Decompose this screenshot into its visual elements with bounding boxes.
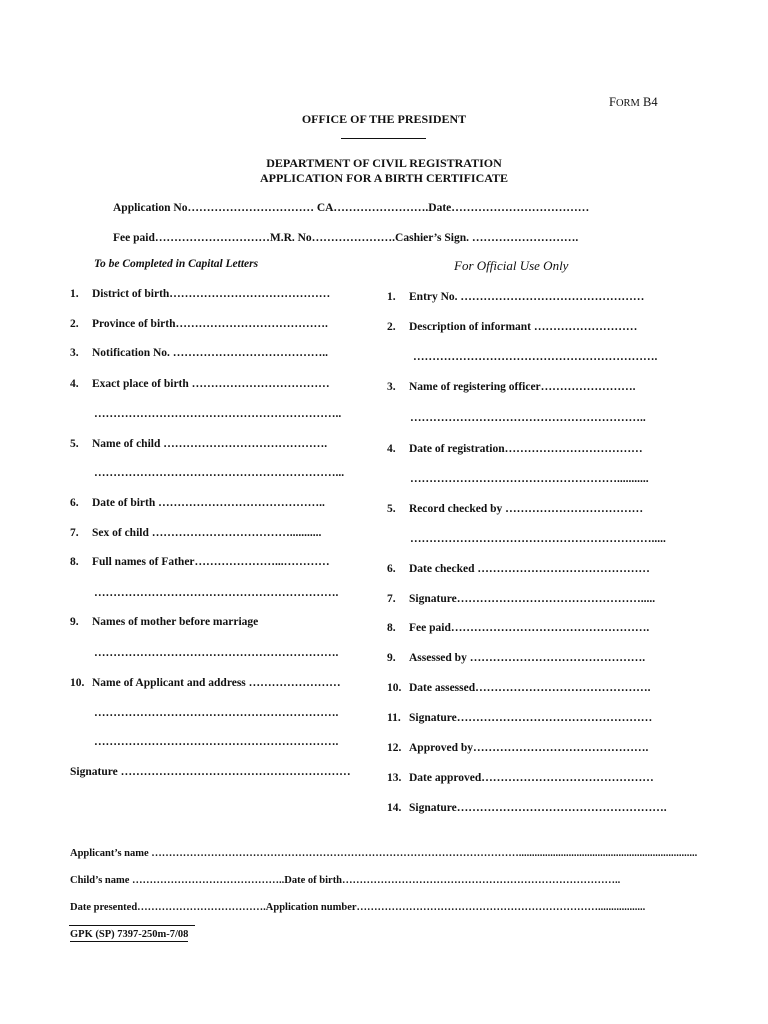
informant-description-continuation[interactable]: ………………………………………………………. (413, 351, 658, 363)
applicant-name-line[interactable]: Applicant’s name …………………………………………………………………………………………….................................................................... (70, 848, 698, 859)
department-heading: DEPARTMENT OF CIVIL REGISTRATION (266, 156, 502, 170)
assessed-by-field[interactable]: 9. Assessed by ………………………………………. (387, 652, 646, 664)
capital-letters-note: To be Completed in Capital Letters (94, 258, 259, 270)
place-of-birth-field[interactable]: 4. Exact place of birth ……………………………… (70, 378, 330, 390)
assessed-signature-field[interactable]: 11. Signature…………………………………………… (387, 712, 653, 724)
date-of-registration-continuation[interactable]: ………………………………………………........... (410, 473, 649, 485)
form-code (609, 95, 658, 110)
form-title: APPLICATION FOR A BIRTH CERTIFICATE (259, 171, 509, 185)
record-checked-by-field[interactable]: 5. Record checked by ……………………………… (387, 503, 644, 515)
father-names-continuation[interactable]: ………………………………………………………. (94, 587, 339, 599)
fee-paid-field[interactable]: 8. Fee paid……………………………………………. (387, 622, 650, 634)
name-of-child-continuation[interactable]: ………………………………………………………... (94, 467, 345, 479)
father-names-field[interactable]: 8. Full names of Father…………………...………… (70, 556, 330, 568)
sex-of-child-field[interactable]: 7. Sex of child ………………………………........... (70, 527, 322, 539)
form-code-number: B4 (639, 95, 658, 109)
child-name-line[interactable]: Child’s name ……………………………………..Date of birth…………………………………………………………………….. (70, 875, 621, 886)
district-of-birth-field[interactable]: 1. District of birth…………………………………… (70, 288, 331, 300)
place-of-birth-continuation[interactable]: ……………………………………………………….. (94, 408, 342, 420)
informant-description-field[interactable]: 2. Description of informant ……………………… (387, 321, 638, 333)
printer-code: GPK (SP) 7397-250m-7/08 (70, 929, 189, 940)
applicant-signature-field[interactable]: Signature …………………………………………………… (70, 766, 351, 778)
record-checked-by-continuation[interactable]: ………………………………………………………..... (410, 533, 666, 545)
date-of-birth-field[interactable]: 6. Date of birth …………………………………….. (70, 497, 325, 509)
checked-signature-field[interactable]: 7. Signature…………………………………………..... (387, 593, 656, 605)
applicant-address-continuation-1[interactable]: ………………………………………………………. (94, 707, 339, 719)
registering-officer-continuation[interactable]: …………………………………………………….. (410, 412, 646, 424)
name-of-child-field[interactable]: 5. Name of child ……………………………………. (70, 438, 328, 450)
registering-officer-field[interactable]: 3. Name of registering officer……………………. (387, 381, 636, 393)
fee-paid-line[interactable]: Fee paid…………………………M.R. No………………….Cashier’s Sign. ………………………. (113, 232, 579, 244)
date-of-registration-field[interactable]: 4. Date of registration……………………………… (387, 443, 643, 455)
official-use-note: For Official Use Only (454, 258, 569, 273)
approved-by-field[interactable]: 12. Approved by………………………………………. (387, 742, 649, 754)
application-no-line[interactable]: Application No…………………………… CA…………………….Date……………………………… (113, 202, 590, 214)
form-code-smallcaps: ORM (615, 98, 640, 109)
applicant-address-field[interactable]: 10. Name of Applicant and address …………………… (70, 677, 341, 689)
mother-names-label: 9. Names of mother before marriage (70, 616, 259, 628)
approved-signature-field[interactable]: 14. Signature………………………………………………. (387, 802, 667, 814)
form-code-initial: F (609, 95, 616, 109)
notification-no-field[interactable]: 3. Notification No. ………………………………….. (70, 347, 329, 359)
date-presented-line[interactable]: Date presented……………………………….Application number…………………………………………………………….................. (70, 902, 646, 913)
applicant-address-continuation-2[interactable]: ………………………………………………………. (94, 736, 339, 748)
footer-rule (69, 925, 195, 926)
province-of-birth-field[interactable]: 2. Province of birth…………………………………. (70, 318, 328, 330)
date-approved-field[interactable]: 13. Date approved……………………………………… (387, 772, 654, 784)
entry-no-field[interactable]: 1. Entry No. ………………………………………… (387, 291, 645, 303)
date-assessed-field[interactable]: 10. Date assessed………………………………………. (387, 682, 651, 694)
date-checked-field[interactable]: 6. Date checked ……………………………………… (387, 563, 650, 575)
office-heading: OFFICE OF THE PRESIDENT (301, 112, 467, 126)
mother-names-field[interactable]: ………………………………………………………. (94, 647, 339, 659)
heading-rule (341, 138, 426, 139)
